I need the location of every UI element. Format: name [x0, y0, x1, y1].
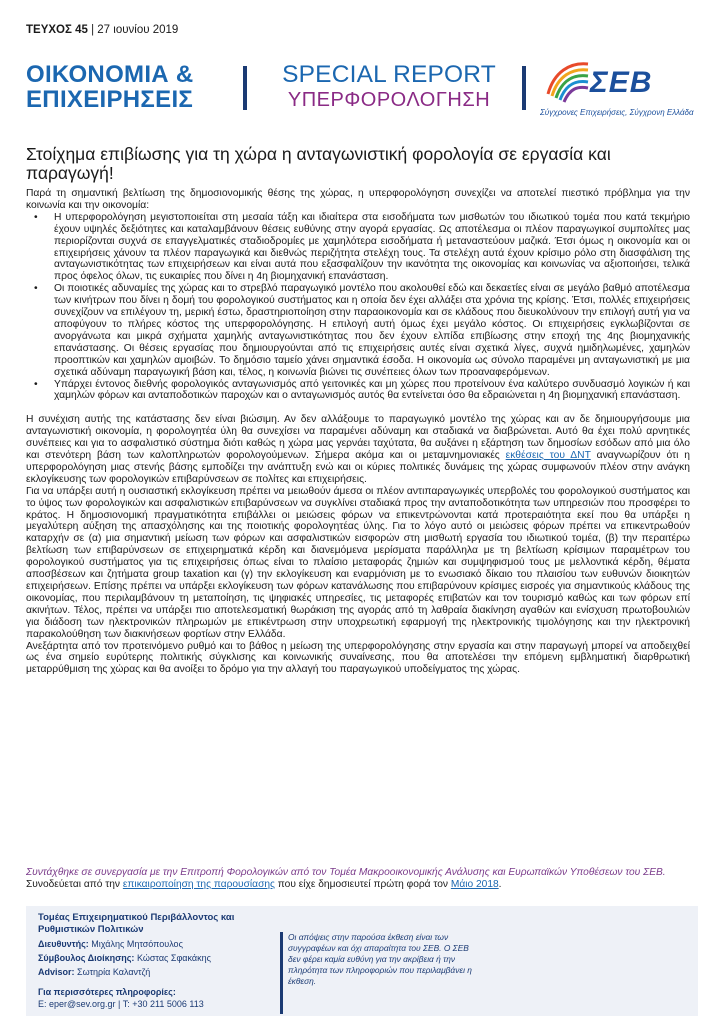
header-divider-left [243, 66, 247, 110]
advisor2-label: Advisor: [38, 967, 75, 977]
advisor-label: Σύμβουλος Διοίκησης: [38, 953, 135, 963]
header-divider-right [522, 66, 526, 110]
director-row [38, 938, 278, 950]
imf-reports-link[interactable]: εκθέσεις του ΔΝΤ [505, 450, 591, 462]
bullet-item: • Η υπερφορολόγηση μεγιστοποιείται στη μεσαία τάξη και ιδιαίτερα στα εισοδήματα των μισθωτών του ιδιωτικού τομέα που κατά τεκμήριο έχουν υψηλές δεξιότητες και καταλαμβάνουν θέσεις ευθύνης στην αγορά εργασίας. Ως αποτέλεσμα οι πλέον παραγωγικοί συμπολίτες μας περιορίζονται συχνά σε επαγγελματικές σταδιοδρομίες με χαμηλότερα εισοδήματα ή μεταναστεύουν μαζικά. Έτσι όμως η οικονομία και οι επιχειρήσεις χάνουν τα πλέον παραγωγικά και διεθνώς περιζήτητα στελέχη τους. Τα στελέχη αυτά έχουν κρίσιμο ρόλο στη διασφάλιση της ανταγωνιστικότητας των επιχειρήσεων και είναι αυτά που εξασφαλίζουν την ικανότητα της οικονομίας και κοινωνίας να αξιοποιήσει, τελικά προς όφελος όλων, τις ευκαιρίες που δίνει η 4η βιομηχανική επανάσταση. [54, 212, 690, 283]
bullet-list [26, 212, 690, 403]
director-name: Μιχάλης Μητσόπουλος [91, 939, 183, 949]
logo-text: ΣΕΒ [590, 66, 653, 99]
credit-note [26, 867, 696, 891]
article-body [26, 188, 690, 676]
logo-tagline: Σύγχρονες Επιχειρήσεις, Σύγχρονη Ελλάδα [540, 108, 694, 117]
article-title: Στοίχημα επιβίωσης για τη χώρα η ανταγωνιστική φορολογία σε εργασία και παραγωγή! [26, 144, 611, 183]
paragraph-text: αναγνωρίζουν ότι η υπερφορολόγηση μιας στενής βάσης εμποδίζει την ανάπτυξη ενώ και οι κύριες πολιτικές δυνάμεις της χώρας συμφωνούν πλέον στην ανάγκη εκλογίκευσης των φορολογικών επιβαρύνσεων σε πολίτες και επιχειρήσεις. [26, 450, 691, 485]
may-2018-link[interactable]: Μάιο 2018 [450, 879, 499, 890]
contact-row [38, 998, 278, 1010]
paragraph-sustainability [26, 414, 690, 485]
paragraph-conclusion: Ανεξάρτητα από τον προτεινόμενο ρυθμό και το βάθος η μείωση της υπερφορολόγησης στην εργασία και στην παραγωγή μπορεί να αποδειχθεί ως ένα σημείο ευρύτερης πολιτικής σύγκλισης και κοινωνικής συναίνεσης, που θα αποτελέσει την επόμενη εμβληματική διαρθρωτική μεταρρύθμιση της χώρας και θα ανοίξει το δρόμο για την αλλαγή του παραγωγικού υποδείγματος της χώρας. [26, 640, 690, 676]
footer-contacts [38, 912, 278, 1010]
contact-separator: | [118, 999, 121, 1009]
paragraph-rationalization: Για να υπάρξει αυτή η ουσιαστική εκλογίκευση πρέπει να μειωθούν άμεσα οι πλέον αντιπαραγωγικές υπερβολές του φορολογικού συστήματος και το ύψος των φορολογικών και ασφαλιστικών επιβαρύνσεων να συγκλίνει σταδιακά προς την ανταποδοτικότητα των υπηρεσιών που προσφέρει το κράτος. Η δημοσιονομική πραγματικότητα επιβάλλει οι μειώσεις φόρων να επικεντρώνονται κατά προτεραιότητα εκεί που θα υπάρξει η μεγαλύτερη αύξηση της απασχόλησης και της ποιοτικής φορολογητέας ύλης. Για το λόγο αυτό οι μειώσεις φόρων πρέπει να επικεντρωθούν καταρχήν σε (α) μια σημαντική μείωση των φόρων και ασφαλιστικών εισφορών στη μισθωτή εργασία του ιδιωτικού τομέα, (β) την περαιτέρω βελτίωση των επιβαρύνσεων σε επιχειρηματικά κέρδη και διανεμόμενα μερίσματα παράλληλα με τη βελτίωση κρίσιμων παραμέτρων του φορολογικού συστήματος για τις επιχειρήσεις όπως είναι το πλαίσιο μεταφοράς ζημιών και συμψηφισμού τους με μελλοντικά κέρδη, θέματα αποσβέσεων και ζητήματα group taxation και (γ) την εκλογίκευση και εναρμόνιση με το ενωσιακό δίκαιο του πλαισίου των ευθυνών διοικητών επιχειρήσεων. Επίσης πρέπει να υπάρξει εκλογίκευση των φόρων κατανάλωσης που επιβαρύνουν κρίσιμες εισροές για σημαντικούς κλάδους της οικονομίας, που περιλαμβάνουν τη μεταποίηση, τις ψηφιακές υπηρεσίες, τις μεταφορές επιβατών και τον τουρισμό καθώς και των φόρων επί ακινήτων. Τέλος, πρέπει να υπάρξει πιο αποτελεσματική θωράκιση της αγοράς από τη λαθραία διακίνηση αγαθών και ενίσχυση πρωτοβουλιών για διάδοση των ηλεκτρονικών πληρωμών με επικέντρωση στην υποχρεωτική εφαρμογή της ηλεκτρονικής τιμολόγησης και την ηλεκτρονική παρακολούθηση των διακινήσεων φορτίων στην Ελλάδα. [26, 485, 690, 640]
special-report-label: SPECIAL REPORT [282, 61, 496, 88]
advisor2-name: Σωτηρία Καλαντζή [77, 967, 151, 977]
issue-date: 27 ιουνίου 2019 [97, 24, 179, 36]
series-title-line1: ΟΙΚΟΝΟΜΙΑ & [26, 61, 194, 88]
advisor2-row [38, 966, 278, 978]
issue-number: ΤΕΥΧΟΣ 45 [26, 24, 88, 36]
paragraph-text: Η συνέχιση αυτής της κατάστασης δεν είναι βιώσιμη. Αν δεν αλλάξουμε το παραγωγικό μοντέλο της χώρας και αν δε δημιουργήσουμε μια ανταγωνιστική οικονομία, η φορολογητέα ύλη θα συνεχίσει να παραμένει αδύναμη και σταδιακά να διαβρώνεται. Αυτό θα έχει πολύ αρνητικές συνέπειες και για το ασφαλιστικό σύστημα διότι καθώς η χώρα μας γερνάει ταχύτατα, θα αυξάνει η εξάρτηση των δημοσίων εσόδων από μια όλο και στενότερη βάση των καλοπληρωτών φορολογούμενων. Σήμερα ακόμα και οι μεταμνημονιακές [26, 414, 690, 462]
credit-text: Συντάχθηκε σε συνεργασία με την Επιτροπή Φορολογικών από τον Τομέα Μακροοικονομικής Ανάλυσης και Ευρωπαϊκών Υποθέσεων του ΣΕΒ. [26, 867, 666, 878]
phone-number: T: +30 211 5006 113 [122, 999, 204, 1009]
footer-divider [280, 932, 283, 1014]
issue-separator: | [91, 24, 95, 36]
report-subtitle: ΥΠΕΡΦΟΡΟΛΟΓΗΣΗ [287, 89, 491, 111]
department-name: Τομέας Επιχειρηματικού Περιβάλλοντος και Ρυθμιστικών Πολιτικών [38, 912, 235, 935]
bullet-item: • Υπάρχει έντονος διεθνής φορολογικός ανταγωνισμός από γειτονικές και μη χώρες που προτείνουν ένα καλύτερο συνδυασμό λογικών ή και χαμηλών φόρων και ανταποδοτικών παροχών και ο ανταγωνισμός αυτός θα εντείνεται όσο θα εδραιώνεται η 4η βιομηχανική επανάσταση. [54, 379, 690, 403]
intro-paragraph: Παρά τη σημαντική βελτίωση της δημοσιονομικής θέσης της χώρας, η υπερφορολόγηση συνεχίζει να αποτελεί πιεστικό πρόβλημα για την κοινωνία και την οικονομία: [26, 188, 690, 211]
credit-text: Συνοδεύεται από την [26, 879, 123, 890]
credit-text: . [498, 879, 502, 890]
series-title-line2: ΕΠΙΧΕΙΡΗΣΕΙΣ [26, 86, 194, 113]
advisor-name: Κώστας Σφακάκης [136, 953, 211, 963]
credit-text: που είχε δημοσιευτεί πρώτη φορά τον [274, 879, 451, 890]
bullet-item: • Οι ποιοτικές αδυναμίες της χώρας και το στρεβλό παραγωγικό μοντέλο που ακολουθεί εδώ και δεκαετίες είναι σε μεγάλο βαθμό αποτέλεσμα των κινήτρων που δίνει η δομή του φορολογικού συστήματος και η οποία δεν έχει αλλάξει στα χρόνια της κρίσης. Έτσι, πολλές επιχειρήσεις συνεχίζουν να επιλέγουν τη, μερική έστω, δραστηριοποίηση στην παραοικονομία και σε κλάδους που διευκολύνουν την επιλογή αυτή για να αποφύγουν το πλήρες κόστος της υπερφορολόγησης. Η επιλογή αυτή όμως έχει μεγάλο κόστος. Οι επιχειρήσεις εγκλωβίζονται σε ανοργάνωτα και μικρά σχήματα χαμηλής ανταγωνιστικότητας που δεν έχουν ελπίδα επιβίωσης στην εποχή της 4ης βιομηχανικής επανάστασης. Οι θέσεις εργασίας που δημιουργούνται από τις επιχειρήσεις αυτές είναι σχετικά λίγες, συχνά ημιδηλωμένες, χαμηλών προοπτικών και χαμηλών αμοιβών. Το δημόσιο ταμείο χάνει σημαντικά έσοδα. Η οικονομία ως σύνολο παραμένει μη ανταγωνιστική με μια σχετικά αδύναμη παραγωγική βάση και, τέλος, η κοινωνία βιώνει τις συνέπειες όλων των προαναφερόμενων. [54, 283, 690, 378]
more-info-label: Για περισσότερες πληροφορίες: [38, 987, 176, 997]
presentation-update-link[interactable]: επικαιροποίηση της παρουσίασης [122, 879, 275, 890]
series-title [26, 62, 236, 112]
director-label: Διευθυντής: [38, 939, 89, 949]
footer-box [26, 906, 698, 1016]
disclaimer: Οι απόψεις στην παρούσα έκθεση είναι των συγγραφέων και όχι απαραίτητα του ΣΕΒ. Ο ΣΕΒ δεν φέρει καμία ευθύνη για την ακρίβεια ή την πληρότητα των πληροφοριών που περιλαμβάνει η έκθεση. [288, 932, 472, 986]
report-type [258, 62, 520, 112]
issue-line [26, 24, 178, 36]
advisor-row [38, 952, 278, 964]
email-link[interactable]: E: eper@sev.org.gr [38, 999, 116, 1009]
